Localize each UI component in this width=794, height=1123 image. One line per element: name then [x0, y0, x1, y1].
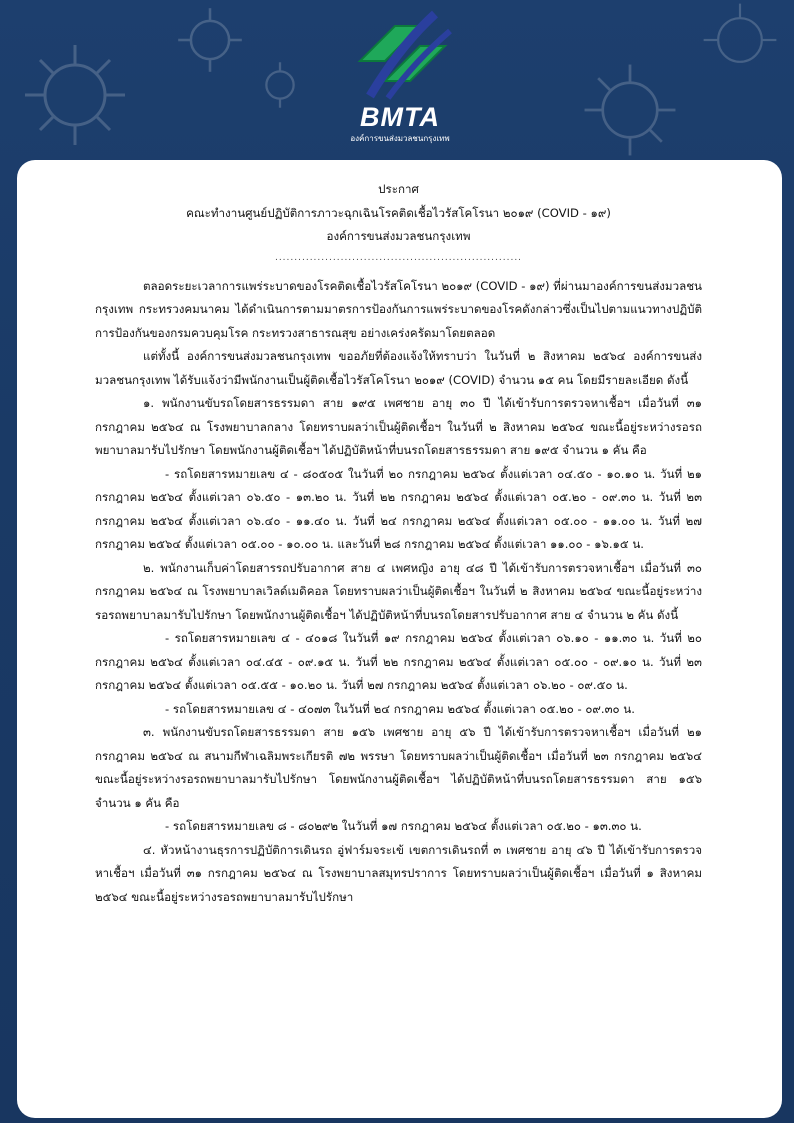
bmta-logo — [340, 6, 460, 146]
case-item-2-bus-1: - รถโดยสารหมายเลข ๔ - ๔๐๑๘ ในวันที่ ๑๙ กรกฎาคม ๒๕๖๔ ตั้งแต่เวลา ๐๖.๑๐ - ๑๑.๓๐ น. วันที่ ๒๐ กรกฎาคม ๒๕๖๔ ตั้งแต่เวลา ๐๔.๔๕ - ๐๙.๑๕ น. วันที่ ๒๒ กรกฎาคม ๒๕๖๔ ตั้งแต่เวลา ๐๕.๐๐ - ๐๙.๑๐ น. วันที่ ๒๓ กรกฎาคม ๒๕๖๔ ตั้งแต่เวลา ๐๕.๕๕ - ๑๐.๒๐ น. วันที่ ๒๗ กรกฎาคม ๒๕๖๔ ตั้งแต่เวลา ๐๖.๒๐ - ๐๙.๕๐ น. — [95, 631, 702, 692]
announcement-subheading: คณะทำงานศูนย์ปฏิบัติการภาวะฉุกเฉินโรคติดเชื้อไวรัสโคโรนา ๒๐๑๙ (COVID - ๑๙) — [186, 205, 611, 220]
logo-subtitle: องค์การขนส่งมวลชนกรุงเทพ — [350, 134, 450, 143]
case-item-1-bus: - รถโดยสารหมายเลข ๔ - ๘๐๕๐๕ ในวันที่ ๒๐ กรกฎาคม ๒๕๖๔ ตั้งแต่เวลา ๐๔.๕๐ - ๑๐.๑๐ น. วันที่ ๒๑ กรกฎาคม ๒๕๖๔ ตั้งแต่เวลา ๐๖.๕๐ - ๑๓.๒๐ น. วันที่ ๒๒ กรกฎาคม ๒๕๖๔ ตั้งแต่เวลา ๐๕.๒๐ - ๐๙.๓๐ น. วันที่ ๒๓ กรกฎาคม ๒๕๖๔ ตั้งแต่เวลา ๐๖.๔๐ - ๑๑.๔๐ น. วันที่ ๒๔ กรกฎาคม ๒๕๖๔ ตั้งแต่เวลา ๐๕.๐๐ - ๑๑.๐๐ น. วันที่ ๒๗ กรกฎาคม ๒๕๖๔ ตั้งแต่เวลา ๐๕.๐๐ - ๑๐.๐๐ น. และวันที่ ๒๘ กรกฎาคม ๒๕๖๔ ตั้งแต่เวลา ๑๑.๐๐ - ๑๖.๑๕ น. — [95, 466, 702, 551]
case-item-1: ๑. พนักงานขับรถโดยสารธรรมดา สาย ๑๙๕ เพศชาย อายุ ๓๐ ปี ได้เข้ารับการตรวจหาเชื้อฯ เมื่อวันที่ ๓๑ กรกฎาคม ๒๕๖๔ ณ โรงพยาบาลกลาง โดยทราบผลว่าเป็นผู้ติดเชื้อฯ ในวันที่ ๒ สิงหาคม ๒๕๖๔ ขณะนี้อยู่ระหว่างรอรถพยาบาลมารับไปรักษา โดยพนักงานผู้ติดเชื้อฯ ได้ปฏิบัติหน้าที่บนรถโดยสารธรรมดา สาย ๑๙๕ จำนวน ๑ คัน คือ — [95, 396, 702, 457]
case-item-2: ๒. พนักงานเก็บค่าโดยสารรถปรับอากาศ สาย ๔ เพศหญิง อายุ ๔๘ ปี ได้เข้ารับการตรวจหาเชื้อฯ เมื่อวันที่ ๓๐ กรกฎาคม ๒๕๖๔ ณ โรงพยาบาลเวิลด์เมดิคอล โดยทราบผลว่าเป็นผู้ติดเชื้อฯ ในวันที่ ๒ สิงหาคม ๒๕๖๔ ขณะนี้อยู่ระหว่างรอรถพยาบาลมารับไปรักษา โดยพนักงานผู้ติดเชื้อฯ ได้ปฏิบัติหน้าที่บนรถโดยสารปรับอากาศ สาย ๔ จำนวน ๒ คัน ดังนี้ — [95, 560, 702, 622]
virus-decoration-icon — [255, 60, 305, 110]
virus-decoration-icon — [580, 60, 680, 160]
announcement-heading: ประกาศ — [378, 182, 419, 196]
intro-paragraph-1: ตลอดระยะเวลาการแพร่ระบาดของโรคติดเชื้อไวรัสโคโรนา ๒๐๑๙ (COVID - ๑๙) ที่ผ่านมาองค์การขนส่งมวลชนกรุงเทพ กระทรวงคมนาคม ได้ดำเนินการตามมาตรการป้องกันการแพร่ระบาดของโรคดังกล่าวซึ่งเป็นไปตามแนวทางปฏิบัติการป้องกันของกรมควบคุมโรค กระทรวงสาธารณสุข อย่างเคร่งครัดมาโดยตลอด — [95, 278, 702, 340]
announcement-document — [95, 172, 702, 909]
bmta-emblem-icon — [340, 6, 460, 106]
case-item-4: ๔. หัวหน้างานธุรการปฏิบัติการเดินรถ อู่ฟาร์มจระเข้ เขตการเดินรถที่ ๓ เพศชาย อายุ ๔๖ ปี ได้เข้ารับการตรวจหาเชื้อฯ เมื่อวันที่ ๓๑ กรกฎาคม ๒๕๖๔ ณ โรงพยาบาลสมุทรปราการ โดยทราบผลว่าเป็นผู้ติดเชื้อฯ เมื่อวันที่ ๑ สิงหาคม ๒๕๖๔ ขณะนี้อยู่ระหว่างรอรถพยาบาลมารับไปรักษา — [95, 842, 702, 904]
announcement-organization: องค์การขนส่งมวลชนกรุงเทพ — [326, 229, 471, 243]
case-item-3: ๓. พนักงานขับรถโดยสารธรรมดา สาย ๑๕๖ เพศชาย อายุ ๕๖ ปี ได้เข้ารับการตรวจหาเชื้อฯ เมื่อวันที่ ๒๑ กรกฎาคม ๒๕๖๔ ณ สนามกีฬาเฉลิมพระเกียรติ ๗๒ พรรษา โดยทราบผลว่าเป็นผู้ติดเชื้อฯ เมื่อวันที่ ๒๓ กรกฎาคม ๒๕๖๔ ขณะนี้อยู่ระหว่างรอรถพยาบาลมารับไปรักษา โดยพนักงานผู้ติดเชื้อฯ ได้ปฏิบัติหน้าที่บนรถโดยสารธรรมดา สาย ๑๕๖ จำนวน ๑ คัน คือ — [95, 725, 702, 810]
virus-decoration-icon — [700, 0, 780, 80]
logo-brand-text: BMTA — [360, 102, 440, 132]
announcement-card — [17, 160, 782, 1118]
case-item-2-bus-2: - รถโดยสารหมายเลข ๔ - ๔๐๗๓ ในวันที่ ๒๔ กรกฎาคม ๒๕๖๔ ตั้งแต่เวลา ๐๕.๒๐ - ๐๙.๓๐ น. — [165, 701, 635, 716]
intro-paragraph-2: แต่ทั้งนี้ องค์การขนส่งมวลชนกรุงเทพ ขออภัยที่ต้องแจ้งให้ทราบว่า ในวันที่ ๒ สิงหาคม ๒๕๖๔ องค์การขนส่งมวลชนกรุงเทพ ได้รับแจ้งว่ามีพนักงานเป็นผู้ติดเชื้อไวรัสโคโรนา ๒๐๑๙ (COVID) จำนวน ๑๕ คน โดยมีรายละเอียด ดังนี้ — [95, 349, 702, 387]
case-item-3-bus: - รถโดยสารหมายเลข ๘ - ๘๐๒๙๒ ในวันที่ ๑๗ กรกฎาคม ๒๕๖๔ ตั้งแต่เวลา ๐๕.๒๐ - ๑๓.๓๐ น. — [165, 819, 642, 833]
virus-decoration-icon — [175, 5, 245, 75]
separator: ................................................................ — [274, 252, 523, 263]
virus-decoration-icon — [20, 40, 130, 150]
